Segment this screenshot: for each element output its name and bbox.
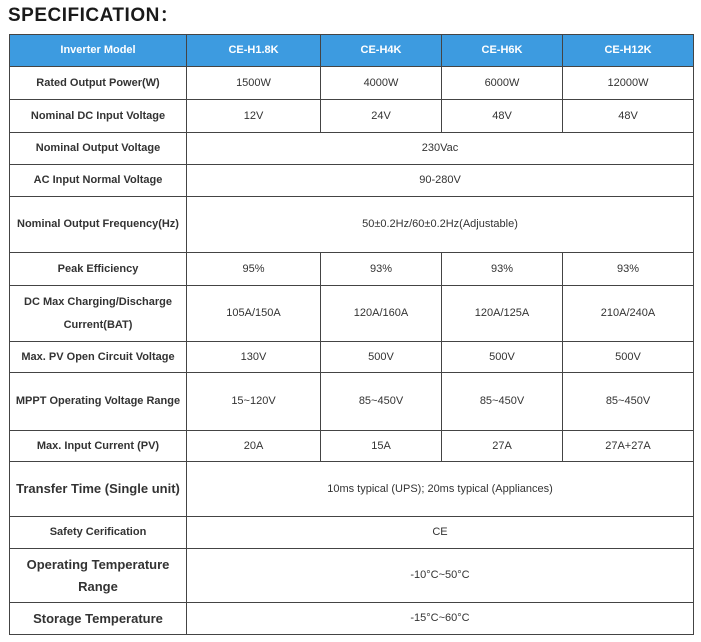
row-label: Max. PV Open Circuit Voltage	[10, 342, 187, 373]
header-cell: CE-H4K	[321, 35, 442, 67]
row-label: Nominal Output Frequency(Hz)	[10, 197, 187, 253]
table-cell: 4000W	[321, 67, 442, 100]
row-label: DC Max Charging/Discharge Current(BAT)	[10, 286, 187, 342]
table-cell: 85~450V	[321, 373, 442, 431]
table-cell: 1500W	[187, 67, 321, 100]
row-label: Peak Efficiency	[10, 253, 187, 286]
row-label: Safety Cerification	[10, 517, 187, 549]
table-cell: 48V	[442, 100, 563, 133]
table-cell: 85~450V	[442, 373, 563, 431]
table-cell: 500V	[321, 342, 442, 373]
table-cell: 210A/240A	[563, 286, 694, 342]
row-label: MPPT Operating Voltage Range	[10, 373, 187, 431]
table-row	[10, 431, 694, 462]
page-title: SPECIFICATION：	[8, 5, 180, 26]
table-row	[10, 253, 694, 286]
row-label: Rated Output Power(W)	[10, 67, 187, 100]
table-row	[10, 67, 694, 100]
header-cell: CE-H1.8K	[187, 35, 321, 67]
table-cell: 120A/160A	[321, 286, 442, 342]
table-cell: 93%	[442, 253, 563, 286]
table-cell: 130V	[187, 342, 321, 373]
table-cell: 90-280V	[187, 165, 694, 197]
table-header-row	[10, 35, 694, 67]
row-label: Storage Temperature	[10, 603, 187, 635]
header-cell: CE-H12K	[563, 35, 694, 67]
table-row	[10, 100, 694, 133]
row-label: Max. Input Current (PV)	[10, 431, 187, 462]
table-cell: 20A	[187, 431, 321, 462]
table-cell: 15A	[321, 431, 442, 462]
table-cell: 500V	[563, 342, 694, 373]
table-row	[10, 342, 694, 373]
table-cell: 15~120V	[187, 373, 321, 431]
row-label: Nominal Output Voltage	[10, 133, 187, 165]
table-row	[10, 462, 694, 517]
table-cell: 48V	[563, 100, 694, 133]
table-row	[10, 197, 694, 253]
table-row	[10, 603, 694, 635]
row-label: Nominal DC Input Voltage	[10, 100, 187, 133]
table-cell: 24V	[321, 100, 442, 133]
table-row	[10, 517, 694, 549]
table-cell: 230Vac	[187, 133, 694, 165]
table-cell: 500V	[442, 342, 563, 373]
row-label: Operating Temperature Range	[10, 549, 187, 603]
table-cell: 105A/150A	[187, 286, 321, 342]
table-cell: 50±0.2Hz/60±0.2Hz(Adjustable)	[187, 197, 694, 253]
table-row	[10, 165, 694, 197]
table-cell: 12V	[187, 100, 321, 133]
header-cell: Inverter Model	[10, 35, 187, 67]
table-row	[10, 549, 694, 603]
table-cell: 95%	[187, 253, 321, 286]
table-cell: 85~450V	[563, 373, 694, 431]
specification-table	[9, 34, 694, 635]
table-cell: 12000W	[563, 67, 694, 100]
table-cell: 93%	[321, 253, 442, 286]
table-cell: CE	[187, 517, 694, 549]
table-cell: 10ms typical (UPS); 20ms typical (Appliances)	[187, 462, 694, 517]
table-cell: 120A/125A	[442, 286, 563, 342]
row-label: AC Input Normal Voltage	[10, 165, 187, 197]
table-row	[10, 133, 694, 165]
table-cell: 27A	[442, 431, 563, 462]
table-cell: -15°C~60°C	[187, 603, 694, 635]
header-cell: CE-H6K	[442, 35, 563, 67]
table-cell: -10°C~50°C	[187, 549, 694, 603]
table-row	[10, 373, 694, 431]
table-cell: 93%	[563, 253, 694, 286]
table-cell: 27A+27A	[563, 431, 694, 462]
table-cell: 6000W	[442, 67, 563, 100]
row-label: Transfer Time (Single unit)	[10, 462, 187, 517]
table-row	[10, 286, 694, 342]
